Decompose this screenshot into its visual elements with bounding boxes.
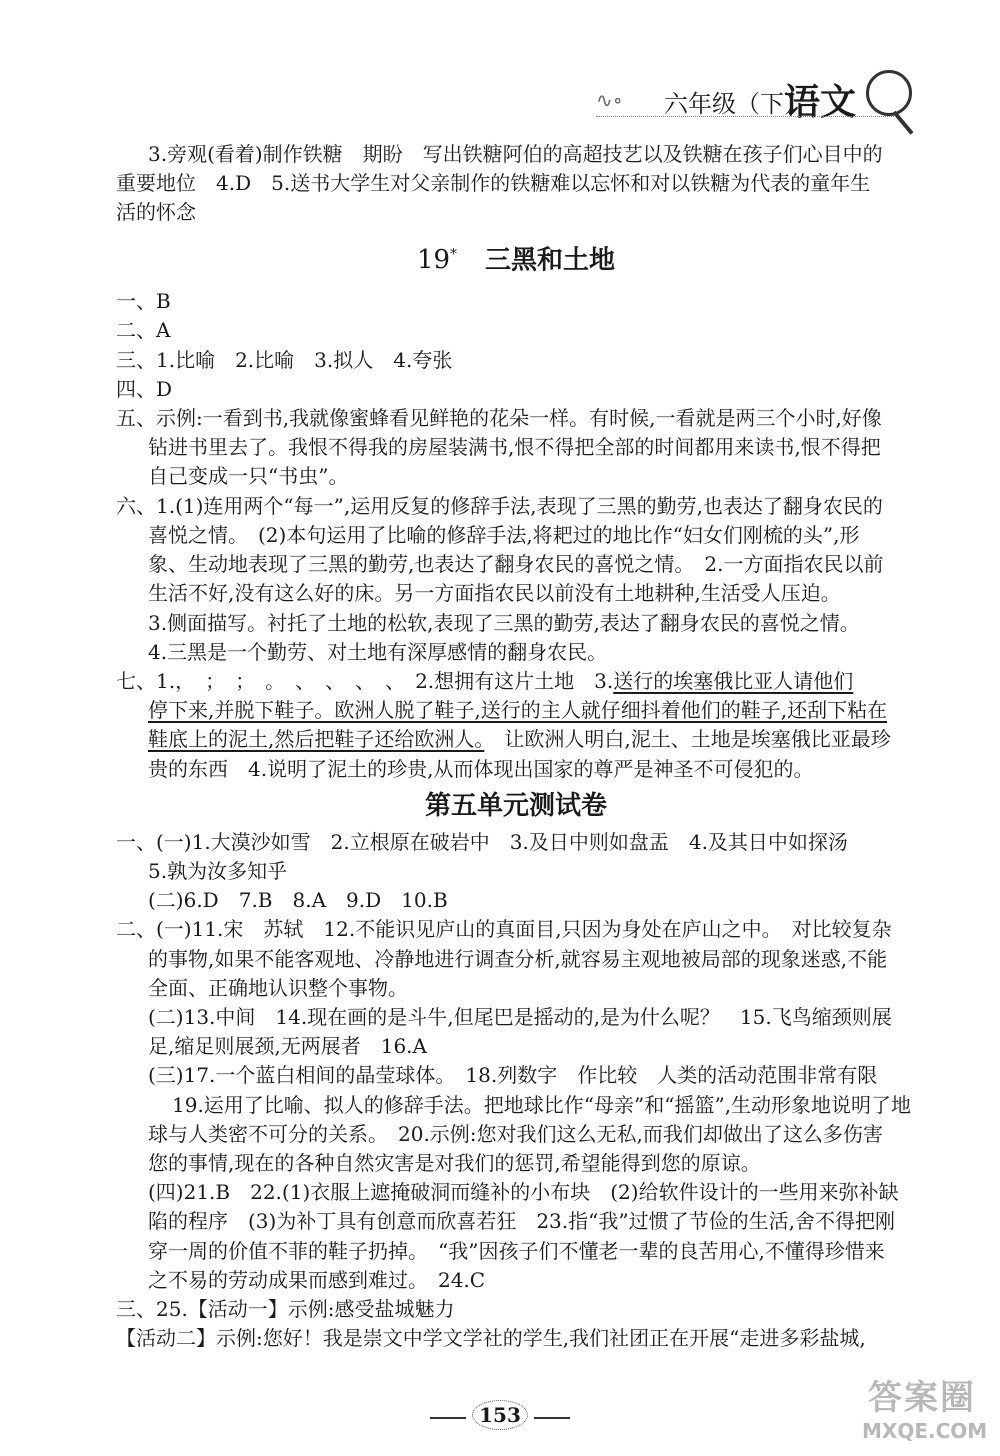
text-line: 一、B (116, 289, 171, 314)
header-divider (596, 116, 896, 118)
answer-content (116, 140, 916, 1353)
unit-title: 第五单元测试卷 (424, 790, 607, 821)
underlined-text: 鞋底上的泥土,然后把鞋子还给欧洲人。 (148, 727, 485, 752)
text-line: 贵的东西 4.说明了泥土的珍贵,从而体现出国家的尊严是神圣不可侵犯的。 (148, 756, 814, 781)
lesson-mark: * (450, 246, 458, 263)
text-line: (二)13.中间 14.现在画的是斗牛,但尾巴是摇动的,是为什么呢？ 15.飞鸟缩颈则展 (148, 1004, 892, 1029)
text-line: 您的事情,现在的各种自然灾害是对我们的惩罚,希望能得到您的原谅。 (148, 1150, 761, 1175)
page-number-block (0, 1400, 1000, 1430)
magnifier-handle-icon (892, 111, 913, 135)
text-line: 重要地位 4.D 5.送书大学生对父亲制作的铁糖难以忘怀和对以铁糖为代表的童年生 (116, 171, 871, 196)
lesson-name: 三黑和土地 (485, 245, 616, 276)
text-line: 3.侧面描写。衬托了土地的松软,表现了三黑的勤劳,表达了翻身农民的喜悦之情。 (148, 610, 860, 635)
text-span: 七、1.， ； ； 。 、 、 、 、 2.想拥有这片土地 3. (116, 668, 614, 693)
text-line: (二)6.D 7.B 8.A 9.D 10.B (148, 888, 448, 913)
text-line: 陷的程序 (3)为补丁具有创意而欣喜若狂 23.指“我”过惯了节俭的生活,舍不得把刚 (148, 1209, 895, 1234)
text-line: (四)21.B 22.(1)衣服上遮掩破洞而缝补的小布块 (2)给软件设计的一些用来弥补缺 (148, 1180, 899, 1205)
text-line: 生活不好,没有这么好的床。另一方面指农民以前没有土地耕种,生活受人压迫。 (148, 581, 841, 606)
watermark-logo: 答案圈 (868, 1378, 976, 1418)
page-header (588, 66, 928, 146)
text-line: 二、A (116, 318, 171, 343)
lesson-number: 19 (416, 245, 451, 276)
text-span: 让欧洲人明白,泥土、土地是埃塞俄比亚最珍 (484, 727, 891, 752)
text-line: 象、生动地表现了三黑的勤劳,也表达了翻身农民的喜悦之情。 2.一方面指农民以前 (148, 552, 884, 577)
text-line: 四、D (116, 376, 173, 401)
magnifier-icon (866, 70, 912, 116)
header-subject: 语文 (784, 82, 857, 123)
text-line: 之不易的劳动成果而感到难过。 24.C (148, 1267, 486, 1292)
text-line: 足,缩足则展颈,无两展者 16.A (148, 1034, 427, 1059)
text-line: 穿一周的价值不菲的鞋子扔掉。 “我”因孩子们不懂老一辈的良苦用心,不懂得珍惜来 (148, 1238, 885, 1263)
page-number-rule (430, 1417, 466, 1419)
text-line: 球与人类密不可分的关系。 20.示例:您对我们这么无私,而我们却做出了这么多伤害 (148, 1121, 883, 1146)
swirl-decoration-icon: ∿∘ (596, 88, 623, 112)
watermark-url: MXQE.COM (862, 1419, 988, 1443)
text-line: 二、(一)11.宋 苏轼 12.不能识见庐山的真面目,只因为身处在庐山之中。 对比较复杂 (116, 917, 892, 942)
text-line: 活的怀念 (116, 200, 196, 225)
text-line: 3.旁观(看着)制作铁糖 期盼 写出铁糖阿伯的高超技艺以及铁糖在孩子们心目中的 (148, 142, 883, 166)
header-grade: 六年级（下） (664, 90, 808, 118)
watermark (862, 1370, 988, 1443)
text-line: (三)17.一个蓝白相间的晶莹球体。 18.列数字 作比较 人类的活动范围非常有限 (148, 1063, 878, 1088)
page-number: 153 (472, 1400, 528, 1430)
text-line: 六、1.(1)连用两个“每一”,运用反复的修辞手法,表现了三黑的勤劳,也表达了翻身农民的 (116, 493, 883, 518)
page-number-rule (534, 1417, 570, 1419)
text-line: 4.三黑是一个勤劳、对土地有深厚感情的翻身农民。 (148, 639, 608, 664)
text-line: 五、示例:一看到书,我就像蜜蜂看见鲜艳的花朵一样。有时候,一看就是两三个小时,好像 (116, 406, 882, 431)
text-line: 【活动二】示例:您好！我是崇文中学文学社的学生,我们社团正在开展“走进多彩盐城, (116, 1326, 866, 1351)
underlined-text: 送行的埃塞俄比亚人请他们 (613, 668, 854, 693)
text-line: 的事物,如果不能客观地、冷静地进行调查分析,就容易主观地被局部的现象迷惑,不能 (148, 946, 888, 971)
text-line: 19.运用了比喻、拟人的修辞手法。把地球比作“母亲”和“摇篮”,生动形象地说明了地 (172, 1092, 912, 1117)
text-line (116, 725, 916, 754)
text-line: 5.孰为汝多知乎 (148, 858, 288, 883)
lesson-title (116, 228, 916, 288)
text-line: 自己变成一只“书虫”。 (148, 464, 349, 489)
text-line: 钻进书里去了。我恨不得我的房屋装满书,恨不得把全部的时间都用来读书,恨不得把 (148, 435, 881, 460)
text-line: 全面、正确地认识整个事物。 (148, 975, 408, 1000)
underlined-line: 停下来,并脱下鞋子。欧洲人脱了鞋子,送行的主人就仔细抖着他们的鞋子,还刮下粘在 (148, 698, 888, 723)
text-line: 一、(一)1.大漠沙如雪 2.立根原在破岩中 3.及日中则如盘盂 4.及其日中如探汤 (116, 829, 848, 854)
text-line: 三、25.【活动一】示例:感受盐城魅力 (116, 1296, 455, 1321)
text-line (116, 667, 916, 696)
text-line: 三、1.比喻 2.比喻 3.拟人 4.夸张 (116, 347, 453, 372)
text-line: 喜悦之情。 (2)本句运用了比喻的修辞手法,将耙过的地比作“妇女们刚梳的头”,形 (148, 522, 860, 547)
